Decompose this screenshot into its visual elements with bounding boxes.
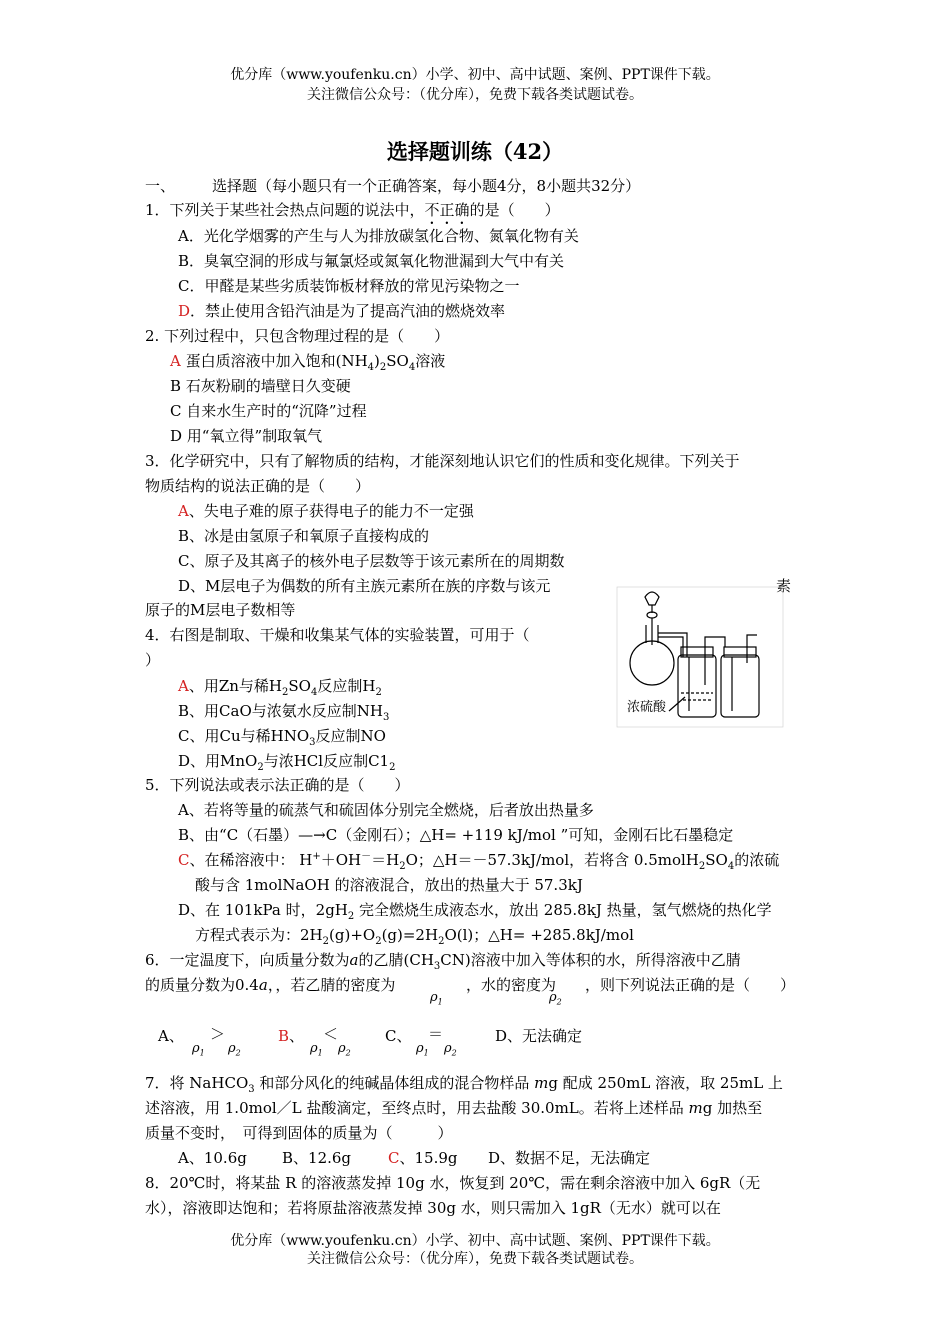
q6-c-rho1: $\rho_1$ (416, 1041, 429, 1058)
q4-option-d: D、用MnO$_2$与浓HCl反应制$C1_2$ (178, 752, 396, 773)
q5-option-b: B、由“C（石墨）—→C（金刚石）；△H= +119 kJ/mol ”可知，金刚石比石墨稳定 (178, 826, 734, 844)
q7-option-a: A、10.6g (178, 1149, 247, 1167)
q6-c-rho2: $\rho_2$ (444, 1041, 457, 1058)
q3-answer-mark: A (178, 502, 189, 520)
q7-stem-line-2: 述溶液，用 1.0mol／L 盐酸滴定，至终点时，用去盐酸 30.0mL。若将上述样品 mg 加热至 (145, 1099, 763, 1117)
q3-option-a: A、失电子难的原子获得电子的能力不一定强 (178, 502, 474, 520)
section-heading: 选择题（每小题只有一个正确答案，每小题4分，8小题共32分） (212, 177, 641, 195)
q7-answer-mark: C (388, 1149, 400, 1167)
q2-answer-mark: A (170, 352, 181, 370)
q3-option-b: B、冰是由氢原子和氧原子直接构成的 (178, 527, 430, 545)
q2-option-b: B 石灰粉刷的墙壁日久变硬 (170, 377, 351, 395)
q6-answer-mark: B (278, 1027, 290, 1045)
rho1-symbol: $\rho_1$ (430, 990, 443, 1007)
q6-option-b: B、 (278, 1027, 305, 1045)
q6-option-c-relation: ＝ (428, 1025, 444, 1043)
q5-answer-mark: C (178, 851, 190, 869)
q1-option-b: B．臭氧空洞的形成与氟氯烃或氮氧化物泄漏到大气中有关 (178, 252, 565, 270)
q4-stem-line-2: ） (145, 651, 161, 669)
q5-option-d-line-2: 方程式表示为：$2H_2(g)+O_2(g)=2H_2O(l)$；△H= +285.8kJ/mol (195, 926, 634, 947)
q4-answer-mark: A (178, 677, 189, 695)
q6-b-rho1: $\rho_1$ (310, 1041, 323, 1058)
q6-stem-line-2: 的质量分数为0.4a，，若乙腈的密度为 (145, 976, 396, 994)
section-number: 一、 (145, 177, 176, 195)
q5-stem: 5．下列说法或表示法正确的是（ ） (145, 776, 410, 794)
q1-emphasis: 不正确 (424, 201, 470, 219)
q3-option-d-line-1: D、M层电子为偶数的所有主族元素所在族的序数与该元 (178, 577, 551, 595)
q2-stem: 2. 下列过程中，只包含物理过程的是（ ） (145, 327, 450, 345)
q6-stem-line-2c: ，则下列说法正确的是（ ） (585, 976, 796, 994)
q3-stem-line-1: 3．化学研究中，只有了解物质的结构，才能深刻地认识它们的性质和变化规律。下列关于 (145, 452, 740, 470)
q3-option-d-tail: 素 (776, 577, 792, 595)
q3-option-c: C、原子及其离子的核外电子层数等于该元素所在的周期数 (178, 552, 565, 570)
footer-line-1: 优分库（www.youfenku.cn）小学、初中、高中试题、案例、PPT课件下载。 (230, 1233, 720, 1249)
q6-option-c: C、 (385, 1027, 412, 1045)
q6-b-rho2: $\rho_2$ (338, 1041, 351, 1058)
q6-option-a: A、 (158, 1027, 184, 1045)
q4-option-b: B、用CaO与浓氨水反应制$NH_3$ (178, 702, 390, 723)
q4-option-a: A、用Zn与稀$H_2SO_4$反应制$H_2$ (178, 677, 382, 698)
q3-stem-line-2: 物质结构的说法正确的是（ ） (145, 477, 371, 495)
q6-stem-line-2b: ，水的密度为 (466, 976, 557, 994)
q6-a-rho2: $\rho_2$ (228, 1041, 241, 1058)
q4-option-c: C、用Cu与稀$HNO_3$反应制NO (178, 727, 386, 748)
q2-option-d: D 用“氧立得”制取氧气 (170, 427, 323, 445)
q1-option-a: A．光化学烟雾的产生与人为排放碳氢化合物、氮氧化物有关 (178, 227, 579, 245)
q7-option-b: B、12.6g (282, 1149, 352, 1167)
q7-option-d: D、数据不足，无法确定 (488, 1149, 651, 1167)
figure-label: 浓硫酸 (627, 700, 667, 715)
header-line-2: 关注微信公众号：（优分库），免费下载各类试题试卷。 (307, 87, 643, 103)
footer-line-2: 关注微信公众号：（优分库），免费下载各类试题试卷。 (307, 1251, 643, 1267)
q2-option-a: A 蛋白质溶液中加入饱和$(NH_4)_2SO_4$溶液 (170, 352, 446, 373)
q1-option-d: D．禁止使用含铅汽油是为了提高汽油的燃烧效率 (178, 302, 506, 320)
q5-option-a: A、若将等量的硫蒸气和硫固体分别完全燃烧，后者放出热量多 (178, 801, 594, 819)
apparatus-figure (615, 585, 785, 730)
q5-option-c-line-1: C、在稀溶液中： $H^++OH^-=H_2O$；△H＝－57.3kJ/mol，若将含 $0.5molH_2SO_4$的浓硫 (178, 851, 780, 872)
q5-option-d-line-1: D、在 101kPa 时，$2gH_2$ 完全燃烧生成液态水，放出 285.8kJ 热量，氢气燃烧的热化学 (178, 901, 772, 922)
q7-stem-line-3: 质量不变时， 可得到固体的质量为（ ） (145, 1124, 453, 1142)
q8-stem-line-1: 8．20℃时，将某盐 R 的溶液蒸发掉 10g 水，恢复到 20℃，需在剩余溶液中加入 6gR（无 (145, 1174, 761, 1192)
q2-option-c: C 自来水生产时的“沉降”过程 (170, 402, 367, 420)
q6-option-b-relation: ＜ (323, 1025, 339, 1043)
q6-option-d: D、无法确定 (495, 1027, 583, 1045)
q6-a-rho1: $\rho_1$ (192, 1041, 205, 1058)
q1-option-c: C．甲醛是某些劣质装饰板材释放的常见污染物之一 (178, 277, 520, 295)
q5-option-c-line-2: 酸与含 1molNaOH 的溶液混合，放出的热量大于 57.3kJ (195, 876, 583, 894)
q7-stem-line-1: 7．将 NaHCO$_3$ 和部分风化的纯碱晶体组成的混合物样品 mg 配成 250mL 溶液，取 25mL 上 (145, 1074, 783, 1095)
q6-stem-line-1: 6．一定温度下，向质量分数为a的乙腈$(CH_3CN)$溶液中加入等体积的水，所得溶液中乙腈 (145, 951, 741, 972)
page-title: 选择题训练（42） (386, 139, 564, 164)
q7-option-c: C、15.9g (388, 1149, 458, 1167)
q8-stem-line-2: 水），溶液即达饱和；若将原盐溶液蒸发掉 30g 水，则只需加入 1gR（无水）就可以在 (145, 1199, 721, 1217)
q3-option-d-line-2: 原子的M层电子数相等 (145, 601, 296, 619)
rho2-symbol: $\rho_2$ (549, 990, 562, 1007)
q6-option-a-relation: ＞ (210, 1025, 226, 1043)
q1-stem: 1．下列关于某些社会热点问题的说法中，不正确的是（ ） (145, 201, 560, 219)
header-line-1: 优分库（www.youfenku.cn）小学、初中、高中试题、案例、PPT课件下载。 (230, 67, 720, 83)
q4-stem-line-1: 4．右图是制取、干燥和收集某气体的实验装置，可用于（ (145, 626, 530, 644)
q1-answer-mark: D (178, 302, 191, 320)
